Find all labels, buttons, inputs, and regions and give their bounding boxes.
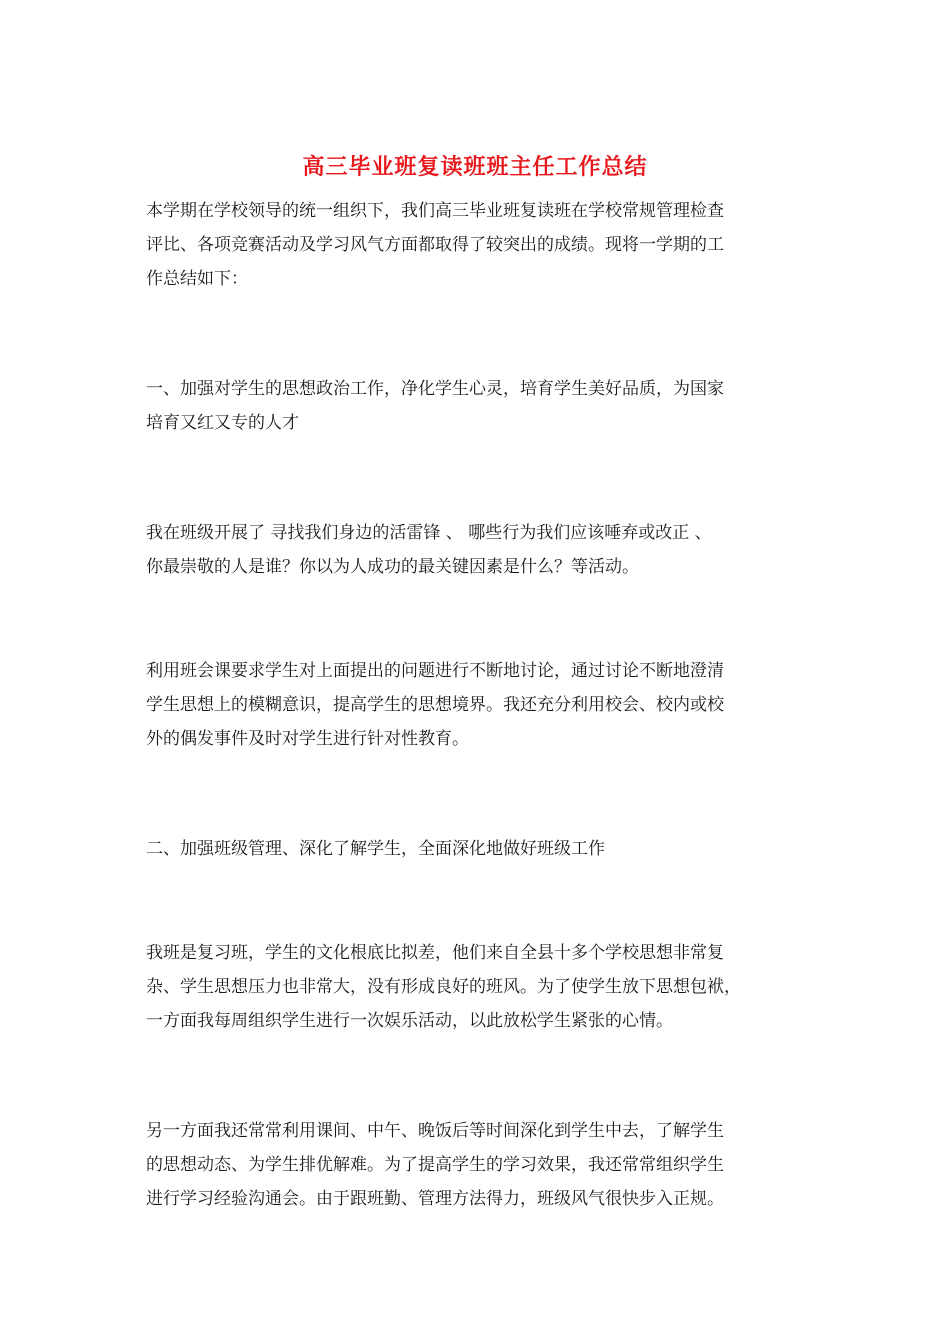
document-title: 高三毕业班复读班班主任工作总结: [302, 155, 648, 180]
section-heading-2: 二、加强班级管理、深化了解学生，全面深化地做好班级工作: [146, 839, 605, 859]
section-heading-1: 一、加强对学生的思想政治工作，净化学生心灵，培育学生美好品质，为国家 培育又红又专的人才: [146, 379, 724, 433]
body-paragraph-activities: 我在班级开展了 寻找我们身边的活雷锋 、 哪些行为我们应该唾弃或改正 、 你最崇敬的人是谁？你以为人成功的最关键因素是什么？等活动。: [146, 523, 712, 577]
body-paragraph-class-meeting: 利用班会课要求学生对上面提出的问题进行不断地讨论，通过讨论不断地澄清 学生思想上的模糊意识，提高学生的思想境界。我还充分利用校会、校内或校 外的偶发事件及时对学生进行针对性教育。: [146, 661, 724, 749]
body-paragraph-review-class: 我班是复习班，学生的文化根底比拟差，他们来自全县十多个学校思想非常复 杂、学生思想压力也非常大，没有形成良好的班风。为了使学生放下思想包袱， 一方面我每周组织学生进行一次娱乐活动，以此放松学生紧张的心情。: [146, 943, 741, 1031]
intro-paragraph: 本学期在学校领导的统一组织下，我们高三毕业班复读班在学校常规管理检查 评比、各项竞赛活动及学习风气方面都取得了较突出的成绩。现将一学期的工 作总结如下：: [146, 201, 724, 289]
body-paragraph-other-aspect: 另一方面我还常常利用课间、中午、晚饭后等时间深化到学生中去，了解学生 的思想动态、为学生排优解难。为了提高学生的学习效果，我还常常组织学生 进行学习经验沟通会。由于跟班勤、管理方法得力，班级风气很快步入正规。: [146, 1121, 724, 1209]
